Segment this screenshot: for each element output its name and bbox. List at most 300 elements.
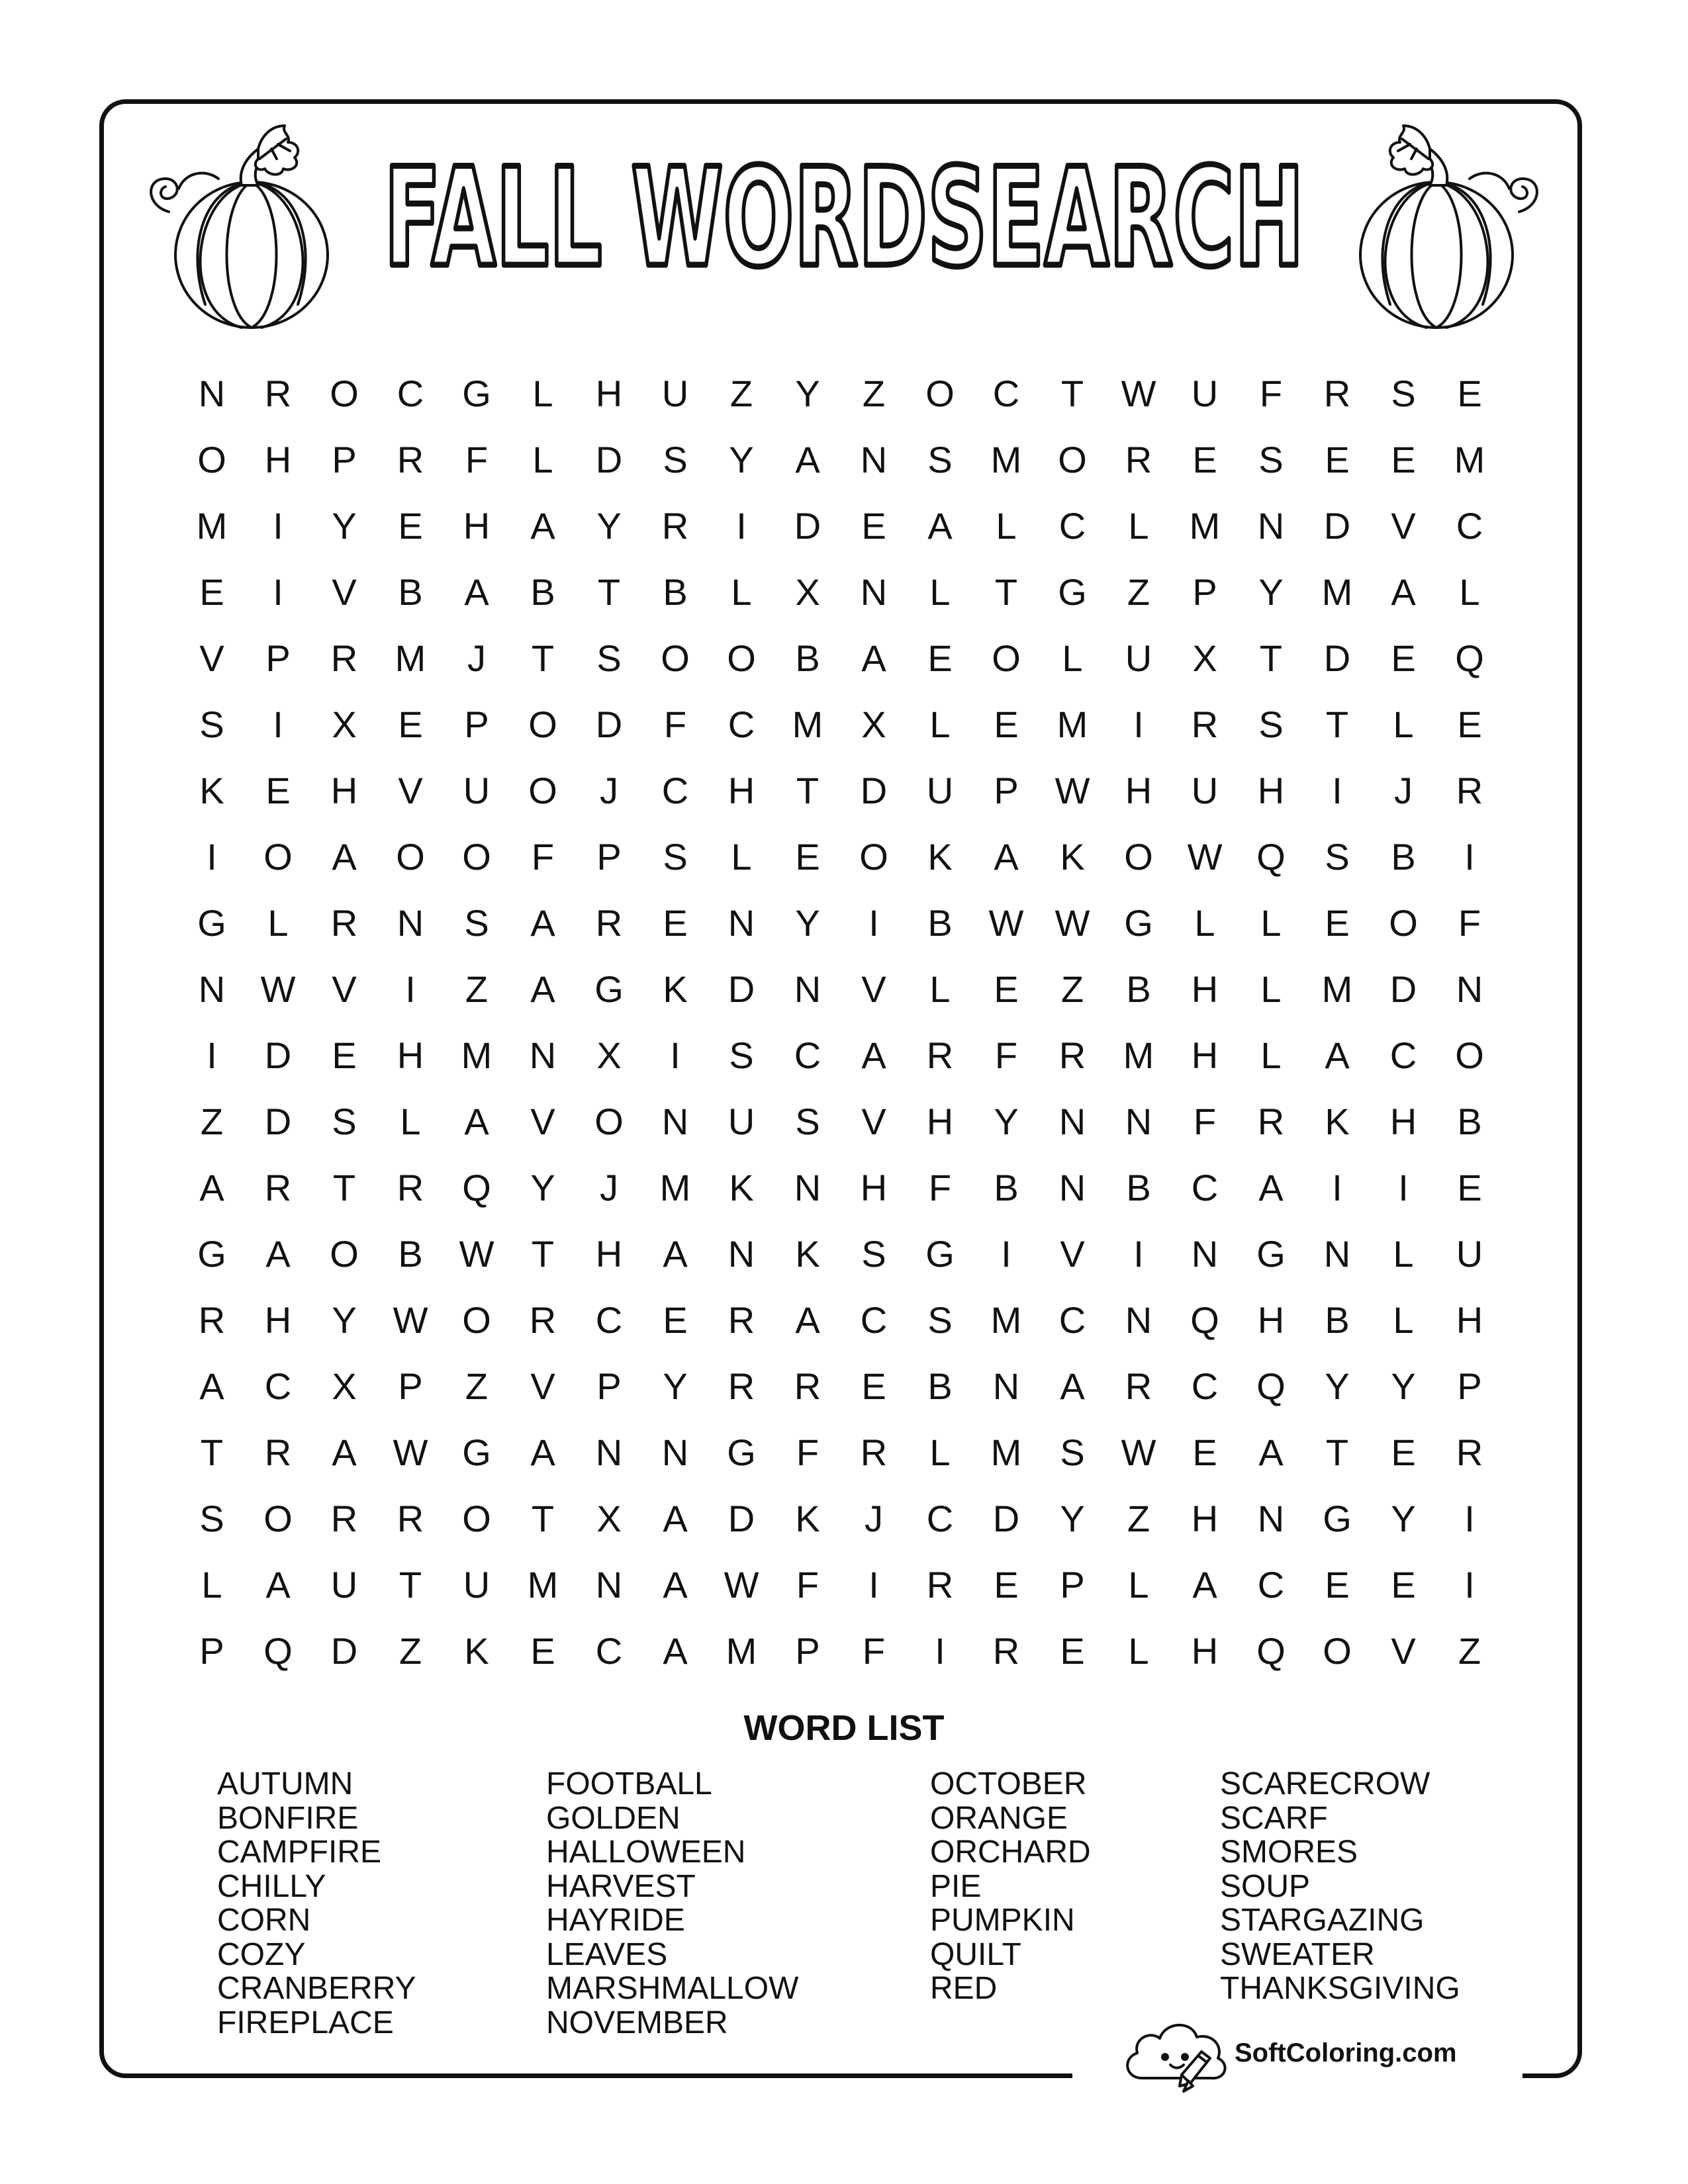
grid-letter: R: [330, 1498, 358, 1539]
word-list-item: BONFIRE: [217, 1800, 359, 1836]
grid-letter: D: [264, 1101, 292, 1142]
grid-letter: X: [596, 1498, 622, 1539]
grid-letter: D: [727, 968, 755, 1010]
grid-letter: E: [1192, 439, 1217, 480]
grid-letter: R: [1257, 1101, 1285, 1142]
grid-letter: N: [661, 1432, 689, 1473]
grid-letter: S: [1258, 704, 1284, 745]
grid-letter: P: [1060, 1564, 1085, 1606]
grid-letter: H: [330, 770, 358, 811]
grid-letter: L: [400, 1101, 421, 1142]
grid-letter: N: [1257, 505, 1285, 547]
grid-letter: R: [330, 902, 358, 944]
page-title: [371, 132, 1317, 331]
grid-letter: V: [1391, 1630, 1416, 1672]
grid-letter: C: [595, 1630, 623, 1672]
grid-letter: I: [670, 1034, 680, 1076]
grid-letter: P: [265, 637, 291, 679]
word-list-item: AUTUMN: [217, 1766, 353, 1801]
grid-letter: D: [330, 1630, 358, 1672]
grid-letter: R: [1058, 1034, 1086, 1076]
grid-letter: I: [273, 704, 283, 745]
grid-letter: I: [868, 902, 879, 944]
grid-letter: F: [796, 1564, 820, 1606]
grid-letter: R: [595, 902, 623, 944]
grid-letter: A: [530, 902, 555, 944]
grid-letter: D: [1323, 505, 1351, 547]
grid-letter: R: [794, 1365, 821, 1407]
grid-letter: T: [1259, 637, 1283, 679]
grid-letter: N: [397, 902, 424, 944]
grid-letter: R: [264, 1167, 292, 1208]
grid-letter: S: [199, 1498, 224, 1539]
grid-letter: H: [1191, 968, 1219, 1010]
grid-letter: G: [197, 1233, 226, 1275]
grid-letter: E: [861, 1365, 886, 1407]
grid-letter: X: [332, 704, 357, 745]
word-list-item: SCARECROW: [1220, 1766, 1430, 1801]
grid-letter: Q: [1256, 1365, 1286, 1407]
grid-letter: Y: [1258, 571, 1284, 613]
grid-letter: I: [1133, 704, 1144, 745]
grid-letter: L: [1459, 571, 1480, 613]
grid-letter: H: [463, 505, 491, 547]
grid-letter: Z: [1127, 1498, 1150, 1539]
grid-letter: F: [531, 836, 555, 878]
grid-letter: R: [727, 1365, 755, 1407]
grid-letter: B: [927, 1365, 953, 1407]
grid-letter: J: [600, 1167, 618, 1208]
grid-letter: K: [1060, 836, 1085, 878]
grid-letter: N: [794, 1167, 821, 1208]
grid-letter: C: [992, 373, 1020, 414]
grid-letter: A: [332, 1432, 357, 1473]
grid-letter: C: [926, 1498, 954, 1539]
word-list-item: CHILLY: [217, 1868, 326, 1904]
grid-letter: S: [861, 1233, 886, 1275]
grid-letter: I: [1001, 1233, 1011, 1275]
grid-letter: N: [860, 571, 888, 613]
grid-letter: N: [198, 373, 226, 414]
grid-letter: C: [1191, 1365, 1219, 1407]
grid-letter: G: [197, 902, 226, 944]
grid-letter: S: [1391, 373, 1416, 414]
grid-letter: E: [1325, 902, 1350, 944]
grid-letter: U: [463, 770, 491, 811]
grid-letter: K: [199, 770, 224, 811]
grid-letter: M: [1321, 968, 1353, 1010]
grid-letter: T: [200, 1432, 224, 1473]
grid-letter: S: [927, 1299, 953, 1341]
grid-letter: N: [529, 1034, 557, 1076]
grid-letter: S: [795, 1101, 820, 1142]
grid-letter: L: [929, 704, 951, 745]
grid-letter: G: [462, 1432, 491, 1473]
grid-letter: R: [1456, 770, 1483, 811]
word-list-item: HARVEST: [546, 1868, 696, 1904]
grid-letter: A: [464, 1101, 489, 1142]
grid-letter: A: [199, 1167, 224, 1208]
grid-letter: L: [731, 571, 752, 613]
grid-letter: G: [594, 968, 624, 1010]
grid-letter: N: [198, 968, 226, 1010]
grid-letter: I: [1464, 836, 1475, 878]
grid-letter: L: [1194, 902, 1215, 944]
word-list-item: STARGAZING: [1220, 1903, 1425, 1938]
grid-letter: P: [1457, 1365, 1482, 1407]
word-list-item: QUILT: [930, 1936, 1021, 1972]
grid-letter: W: [393, 1432, 428, 1473]
grid-letter: N: [860, 439, 888, 480]
grid-letter: Z: [1458, 1630, 1481, 1672]
grid-letter: V: [332, 968, 357, 1010]
grid-letter: Z: [1127, 571, 1150, 613]
grid-letter: K: [663, 968, 688, 1010]
grid-letter: K: [795, 1498, 820, 1539]
grid-letter: H: [1191, 1498, 1219, 1539]
grid-letter: H: [1257, 1299, 1285, 1341]
grid-letter: B: [927, 902, 953, 944]
word-list-item: MARSHMALLOW: [546, 1971, 799, 2006]
grid-letter: I: [1464, 1498, 1475, 1539]
grid-letter: P: [994, 770, 1019, 811]
grid-letter: S: [927, 439, 953, 480]
grid-letter: D: [595, 704, 623, 745]
grid-letter: H: [926, 1101, 954, 1142]
grid-letter: O: [330, 1233, 359, 1275]
grid-letter: M: [990, 1299, 1022, 1341]
grid-letter: O: [992, 637, 1021, 679]
grid-letter: I: [405, 968, 416, 1010]
grid-letter: S: [663, 836, 688, 878]
word-list-column: [1220, 1767, 1460, 2006]
grid-letter: E: [1391, 1564, 1416, 1606]
grid-letter: T: [1325, 1432, 1349, 1473]
grid-letter: S: [1258, 439, 1284, 480]
grid-letter: H: [397, 1034, 424, 1076]
grid-letter: L: [1260, 968, 1282, 1010]
grid-letter: O: [1058, 439, 1087, 480]
grid-letter: R: [397, 439, 424, 480]
grid-letter: Y: [332, 505, 357, 547]
grid-letter: C: [860, 1299, 888, 1341]
grid-letter: A: [530, 1432, 555, 1473]
word-list-item: LEAVES: [546, 1936, 668, 1972]
grid-letter: X: [1192, 637, 1217, 679]
grid-letter: U: [727, 1101, 755, 1142]
grid-letter: N: [1058, 1167, 1086, 1208]
grid-letter: L: [1393, 1299, 1414, 1341]
grid-letter: A: [530, 505, 555, 547]
grid-letter: C: [264, 1365, 292, 1407]
grid-letter: I: [736, 505, 747, 547]
grid-letter: A: [1391, 571, 1416, 613]
grid-letter: X: [861, 704, 886, 745]
grid-letter: O: [263, 1498, 293, 1539]
grid-letter: M: [726, 1630, 757, 1672]
grid-letter: U: [1456, 1233, 1483, 1275]
grid-letter: N: [992, 1365, 1020, 1407]
grid-letter: D: [595, 439, 623, 480]
grid-letter: O: [1455, 1034, 1484, 1076]
grid-letter: I: [935, 1630, 945, 1672]
grid-letter: W: [1121, 373, 1156, 414]
grid-letter: O: [1124, 836, 1153, 878]
grid-letter: K: [795, 1233, 820, 1275]
grid-letter: O: [197, 439, 226, 480]
grid-letter: F: [862, 1630, 886, 1672]
grid-letter: O: [727, 637, 756, 679]
grid-letter: R: [926, 1564, 954, 1606]
grid-letter: T: [531, 1233, 555, 1275]
grid-letter: A: [861, 1034, 886, 1076]
grid-letter: S: [199, 704, 224, 745]
grid-letter: V: [199, 637, 224, 679]
grid-letter: I: [1398, 1167, 1409, 1208]
grid-letter: W: [1187, 836, 1223, 878]
page-title-text: FALL WORDSEARCH: [384, 140, 1304, 297]
grid-letter: E: [1325, 439, 1350, 480]
grid-letter: Z: [729, 373, 753, 414]
grid-letter: T: [1060, 373, 1084, 414]
grid-letter: D: [860, 770, 888, 811]
word-list-item: GOLDEN: [546, 1800, 680, 1836]
grid-letter: I: [273, 505, 283, 547]
grid-letter: I: [1133, 1233, 1144, 1275]
word-list-item: COZY: [217, 1936, 306, 1972]
grid-letter: C: [397, 373, 424, 414]
word-list-item: SCARF: [1220, 1800, 1328, 1836]
grid-letter: V: [861, 1101, 886, 1142]
grid-letter: A: [265, 1564, 291, 1606]
word-list-item: HALLOWEEN: [546, 1835, 746, 1870]
grid-letter: P: [332, 439, 357, 480]
grid-letter: T: [796, 770, 820, 811]
grid-letter: H: [1191, 1034, 1219, 1076]
grid-letter: F: [663, 704, 687, 745]
grid-letter: M: [1454, 439, 1485, 480]
grid-letter: L: [929, 1432, 951, 1473]
grid-letter: B: [795, 637, 820, 679]
grid-letter: C: [661, 770, 689, 811]
grid-letter: D: [1389, 968, 1417, 1010]
grid-letter: C: [1257, 1564, 1285, 1606]
word-list-item: ORCHARD: [930, 1835, 1091, 1870]
word-list-item: FIREPLACE: [217, 2005, 394, 2040]
grid-letter: Q: [1190, 1299, 1219, 1341]
grid-letter: C: [727, 704, 755, 745]
grid-letter: R: [661, 505, 689, 547]
grid-letter: C: [1058, 1299, 1086, 1341]
grid-letter: Y: [1391, 1498, 1416, 1539]
grid-letter: Q: [1455, 637, 1484, 679]
grid-letter: Q: [462, 1167, 491, 1208]
grid-letter: P: [596, 1365, 622, 1407]
grid-letter: D: [992, 1498, 1020, 1539]
grid-letter: K: [729, 1167, 754, 1208]
word-list-item: CAMPFIRE: [217, 1835, 382, 1870]
grid-letter: B: [663, 571, 688, 613]
grid-letter: A: [1325, 1034, 1350, 1076]
grid-letter: O: [396, 836, 425, 878]
grid-letter: S: [663, 439, 688, 480]
grid-letter: H: [595, 373, 623, 414]
grid-letter: L: [1393, 1233, 1414, 1275]
grid-letter: O: [263, 836, 293, 878]
grid-letter: O: [1323, 1630, 1352, 1672]
grid-letter: H: [264, 439, 292, 480]
grid-letter: A: [1060, 1365, 1085, 1407]
grid-letter: U: [1191, 770, 1219, 811]
grid-letter: J: [865, 1498, 883, 1539]
word-list-column: [217, 1767, 416, 2040]
grid-letter: O: [462, 836, 491, 878]
grid-letter: E: [1457, 1167, 1482, 1208]
grid-letter: H: [595, 1233, 623, 1275]
grid-letter: W: [260, 968, 296, 1010]
grid-letter: N: [1456, 968, 1483, 1010]
grid-letter: B: [1126, 1167, 1151, 1208]
word-list-title: WORD LIST: [743, 1708, 945, 1748]
grid-letter: Q: [1256, 836, 1286, 878]
grid-letter: R: [330, 637, 358, 679]
grid-letter: E: [1192, 1432, 1217, 1473]
grid-letter: E: [663, 1299, 688, 1341]
grid-letter: H: [1456, 1299, 1483, 1341]
grid-letter: E: [795, 836, 820, 878]
grid-letter: A: [795, 1299, 820, 1341]
grid-letter: A: [663, 1564, 688, 1606]
grid-letter: H: [1125, 770, 1152, 811]
grid-letter: Z: [399, 1630, 422, 1672]
grid-letter: E: [861, 505, 886, 547]
grid-letter: Y: [332, 1299, 357, 1341]
word-list-column: [930, 1767, 1091, 2006]
grid-letter: Z: [862, 373, 886, 414]
grid-letter: A: [663, 1630, 688, 1672]
grid-letter: P: [464, 704, 489, 745]
grid-letter: Z: [465, 968, 489, 1010]
grid-letter: S: [596, 637, 622, 679]
grid-letter: L: [996, 505, 1017, 547]
grid-letter: M: [461, 1034, 492, 1076]
grid-letter: B: [1325, 1299, 1350, 1341]
grid-letter: F: [1193, 1101, 1217, 1142]
grid-letter: M: [659, 1167, 691, 1208]
pumpkin-left-icon: [132, 113, 371, 338]
grid-letter: B: [1391, 836, 1416, 878]
grid-letter: R: [529, 1299, 557, 1341]
grid-letter: P: [795, 1630, 820, 1672]
grid-letter: H: [1191, 1630, 1219, 1672]
grid-letter: N: [727, 902, 755, 944]
grid-letter: A: [1258, 1167, 1284, 1208]
grid-letter: M: [1321, 571, 1353, 613]
word-list-column: [546, 1767, 798, 2040]
grid-letter: E: [1391, 439, 1416, 480]
grid-letter: R: [264, 1432, 292, 1473]
grid-letter: H: [1389, 1101, 1417, 1142]
grid-letter: E: [994, 1564, 1019, 1606]
grid-letter: N: [794, 968, 821, 1010]
grid-letter: S: [1060, 1432, 1085, 1473]
grid-letter: R: [1323, 373, 1351, 414]
grid-letter: S: [1325, 836, 1350, 878]
grid-letter: C: [1191, 1167, 1219, 1208]
grid-letter: E: [1457, 704, 1482, 745]
grid-letter: P: [199, 1630, 224, 1672]
grid-letter: X: [596, 1034, 622, 1076]
grid-letter: A: [464, 571, 489, 613]
grid-letter: U: [926, 770, 954, 811]
grid-letter: N: [595, 1432, 623, 1473]
word-list-item: THANKSGIVING: [1220, 1971, 1460, 2006]
grid-letter: Y: [1060, 1498, 1085, 1539]
grid-letter: T: [531, 637, 555, 679]
grid-letter: E: [663, 902, 688, 944]
grid-letter: M: [990, 1432, 1022, 1473]
grid-letter: O: [661, 637, 690, 679]
word-list-item: FOOTBALL: [546, 1766, 712, 1801]
grid-letter: T: [994, 571, 1018, 613]
grid-letter: J: [1394, 770, 1413, 811]
grid-letter: P: [1192, 571, 1217, 613]
grid-letter: V: [332, 571, 357, 613]
grid-letter: E: [1391, 1432, 1416, 1473]
grid-letter: R: [1191, 704, 1219, 745]
grid-letter: E: [265, 770, 291, 811]
grid-letter: O: [528, 704, 557, 745]
grid-letter: R: [397, 1167, 424, 1208]
grid-letter: Y: [663, 1365, 688, 1407]
letter-grid: [179, 361, 1503, 1684]
grid-letter: K: [464, 1630, 489, 1672]
grid-letter: L: [731, 836, 752, 878]
grid-letter: W: [1055, 902, 1090, 944]
grid-letter: A: [795, 439, 820, 480]
grid-letter: R: [1456, 1432, 1483, 1473]
grid-letter: G: [1256, 1233, 1286, 1275]
grid-letter: H: [860, 1167, 888, 1208]
grid-letter: X: [332, 1365, 357, 1407]
grid-letter: Z: [1060, 968, 1084, 1010]
word-list-item: ORANGE: [930, 1800, 1068, 1836]
grid-letter: T: [597, 571, 621, 613]
grid-letter: T: [1325, 704, 1349, 745]
grid-letter: E: [332, 1034, 357, 1076]
grid-letter: S: [729, 1034, 754, 1076]
grid-letter: F: [1458, 902, 1481, 944]
grid-letter: L: [1128, 1630, 1149, 1672]
grid-letter: A: [530, 968, 555, 1010]
grid-letter: N: [1191, 1233, 1219, 1275]
grid-letter: I: [868, 1564, 879, 1606]
grid-letter: V: [861, 968, 886, 1010]
grid-letter: B: [1457, 1101, 1482, 1142]
grid-letter: J: [467, 637, 486, 679]
grid-letter: S: [332, 1101, 357, 1142]
grid-letter: Y: [795, 902, 820, 944]
grid-letter: G: [1124, 902, 1153, 944]
grid-letter: N: [1125, 1101, 1152, 1142]
grid-letter: V: [398, 770, 423, 811]
grid-letter: I: [1464, 1564, 1475, 1606]
grid-letter: I: [1332, 1167, 1342, 1208]
grid-letter: I: [207, 836, 217, 878]
grid-letter: W: [1121, 1432, 1156, 1473]
brand-name[interactable]: SoftColoring.com: [1235, 2038, 1457, 2068]
grid-letter: N: [727, 1233, 755, 1275]
